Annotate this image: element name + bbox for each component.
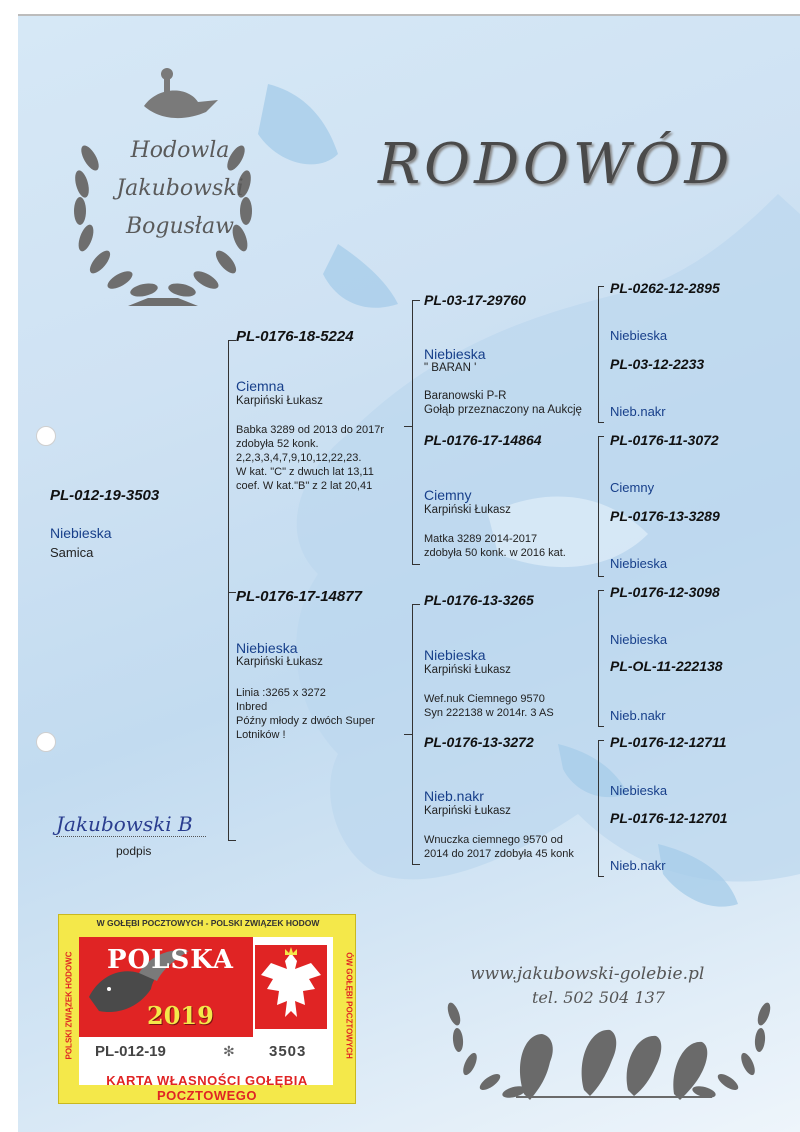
pigeons-wreath-icon bbox=[434, 984, 784, 1114]
ggp-3-ring: PL-0176-11-3072 bbox=[610, 432, 719, 448]
gp-mm-note-2: 2014 do 2017 zdobyła 45 konk bbox=[424, 848, 574, 860]
ggp-8-color: Nieb.nakr bbox=[610, 858, 666, 873]
bracket-ggp-1 bbox=[598, 286, 599, 422]
mother-owner: Karpiński Łukasz bbox=[236, 656, 323, 668]
gp-ff-name: " BARAN ' bbox=[424, 362, 477, 374]
card-left-text: POLSKI ZWIĄZEK HODOWC bbox=[64, 951, 74, 1060]
mother-note-3: Późny młody z dwóch Super bbox=[236, 715, 375, 727]
binder-hole-bottom bbox=[36, 732, 56, 752]
breeder-name-line1: Hodowla bbox=[130, 138, 230, 163]
card-number: 3503 bbox=[269, 1043, 307, 1060]
gp-mm-note-1: Wnuczka ciemnego 9570 od bbox=[424, 834, 563, 846]
signature-label: podpis bbox=[116, 844, 152, 858]
card-right-text: ÓW GOŁĘBI POCZTOWYCH bbox=[344, 952, 354, 1059]
father-note-2: zdobyła 52 konk. bbox=[236, 438, 319, 450]
ggp-1-color: Niebieska bbox=[610, 328, 668, 343]
father-note-5: coef. W kat."B" z 2 lat 20,41 bbox=[236, 480, 373, 492]
gp-fm-color: Ciemny bbox=[424, 487, 472, 503]
ggp-7-ring: PL-0176-12-12711 bbox=[610, 734, 727, 750]
gp-mf-ring: PL-0176-13-3265 bbox=[424, 592, 534, 608]
card-year: 2019 bbox=[147, 1001, 214, 1030]
father-note-3: 2,2,3,3,4,7,9,10,12,22,23. bbox=[236, 452, 362, 464]
subject-sex: Samica bbox=[50, 545, 94, 560]
ggp-2-ring: PL-03-12-2233 bbox=[610, 356, 705, 372]
gp-ff-color: Niebieska bbox=[424, 346, 486, 362]
father-note-1: Babka 3289 od 2013 do 2017r bbox=[236, 424, 385, 436]
bracket-ggp-2 bbox=[598, 436, 599, 576]
gp-fm-note-2: zdobyła 50 konk. w 2016 kat. bbox=[424, 547, 566, 559]
white-eagle-icon bbox=[255, 945, 327, 1029]
gp-ff-note: Gołąb przeznaczony na Aukcję bbox=[424, 404, 582, 416]
gp-fm-note-1: Matka 3289 2014-2017 bbox=[424, 533, 538, 545]
gp-mf-color: Niebieska bbox=[424, 647, 486, 663]
gp-mm-color: Nieb.nakr bbox=[424, 788, 484, 804]
bracket-mother-parents bbox=[412, 604, 413, 864]
mother-ring: PL-0176-17-14877 bbox=[236, 588, 362, 605]
pedigree-document bbox=[18, 14, 800, 1132]
father-color: Ciemna bbox=[236, 378, 285, 394]
mother-color: Niebieska bbox=[236, 640, 298, 656]
father-ring: PL-0176-18-5224 bbox=[236, 328, 354, 345]
card-country: POLSKA bbox=[107, 945, 234, 975]
father-note-4: W kat. "C" z dwuch lat 13,11 bbox=[236, 466, 374, 478]
breeder-name-line2: Jakubowski bbox=[116, 176, 244, 201]
ggp-8-ring: PL-0176-12-12701 bbox=[610, 810, 728, 826]
ggp-5-color: Niebieska bbox=[610, 632, 668, 647]
ggp-4-color: Niebieska bbox=[610, 556, 668, 571]
gp-mf-note-1: Wef.nuk Ciemnego 9570 bbox=[424, 693, 545, 705]
gp-mf-owner: Karpiński Łukasz bbox=[424, 664, 511, 676]
ggp-1-ring: PL-0262-12-2895 bbox=[610, 280, 720, 296]
breeder-name-line3: Bogusław bbox=[125, 214, 235, 239]
subject-ring: PL-012-19-3503 bbox=[50, 487, 160, 504]
bracket-parents bbox=[228, 340, 229, 840]
binder-hole-top bbox=[36, 426, 56, 446]
card-bottom-text: KARTA WŁASNOŚCI GOŁĘBIA POCZTOWEGO bbox=[106, 1073, 308, 1103]
father-owner: Karpiński Łukasz bbox=[236, 395, 323, 407]
ggp-6-ring: PL-OL-11-222138 bbox=[610, 658, 723, 674]
gp-ff-ring: PL-03-17-29760 bbox=[424, 292, 526, 308]
website-link[interactable]: www.jakubowski-golebie.pl bbox=[470, 964, 705, 984]
gp-mf-note-2: Syn 222138 w 2014r. 3 AS bbox=[424, 707, 554, 719]
gp-fm-owner: Karpiński Łukasz bbox=[424, 504, 511, 516]
signature: Jakubowski B bbox=[56, 812, 193, 836]
ownership-card bbox=[58, 914, 356, 1104]
bracket-ggp-3 bbox=[598, 590, 599, 726]
ggp-5-ring: PL-0176-12-3098 bbox=[610, 584, 720, 600]
gp-ff-owner: Baranowski P-R bbox=[424, 390, 507, 402]
ggp-6-color: Nieb.nakr bbox=[610, 708, 666, 723]
mother-note-4: Lotników ! bbox=[236, 729, 286, 741]
card-top-text: W GOŁĘBI POCZTOWYCH - POLSKI ZWIĄZEK HODOW bbox=[96, 918, 320, 928]
card-ring: PL-012-19 bbox=[95, 1043, 166, 1060]
gp-mm-ring: PL-0176-13-3272 bbox=[424, 734, 534, 750]
gp-mm-owner: Karpiński Łukasz bbox=[424, 805, 511, 817]
mother-note-1: Linia :3265 x 3272 bbox=[236, 687, 326, 699]
ggp-7-color: Niebieska bbox=[610, 783, 668, 798]
card-eagle-panel bbox=[255, 945, 327, 1029]
bracket-ggp-4 bbox=[598, 740, 599, 876]
card-flower-icon: ✻ bbox=[223, 1043, 235, 1059]
ggp-4-ring: PL-0176-13-3289 bbox=[610, 508, 720, 524]
mother-note-2: Inbred bbox=[236, 701, 268, 713]
phone-number: tel. 502 504 137 bbox=[532, 988, 665, 1007]
ggp-2-color: Nieb.nakr bbox=[610, 404, 666, 419]
signature-line bbox=[56, 836, 206, 837]
page-title: RODOWÓD bbox=[378, 132, 734, 197]
ggp-3-color: Ciemny bbox=[610, 480, 655, 495]
subject-color: Niebieska bbox=[50, 525, 112, 541]
gp-fm-ring: PL-0176-17-14864 bbox=[424, 432, 542, 448]
bracket-father-parents bbox=[412, 300, 413, 564]
